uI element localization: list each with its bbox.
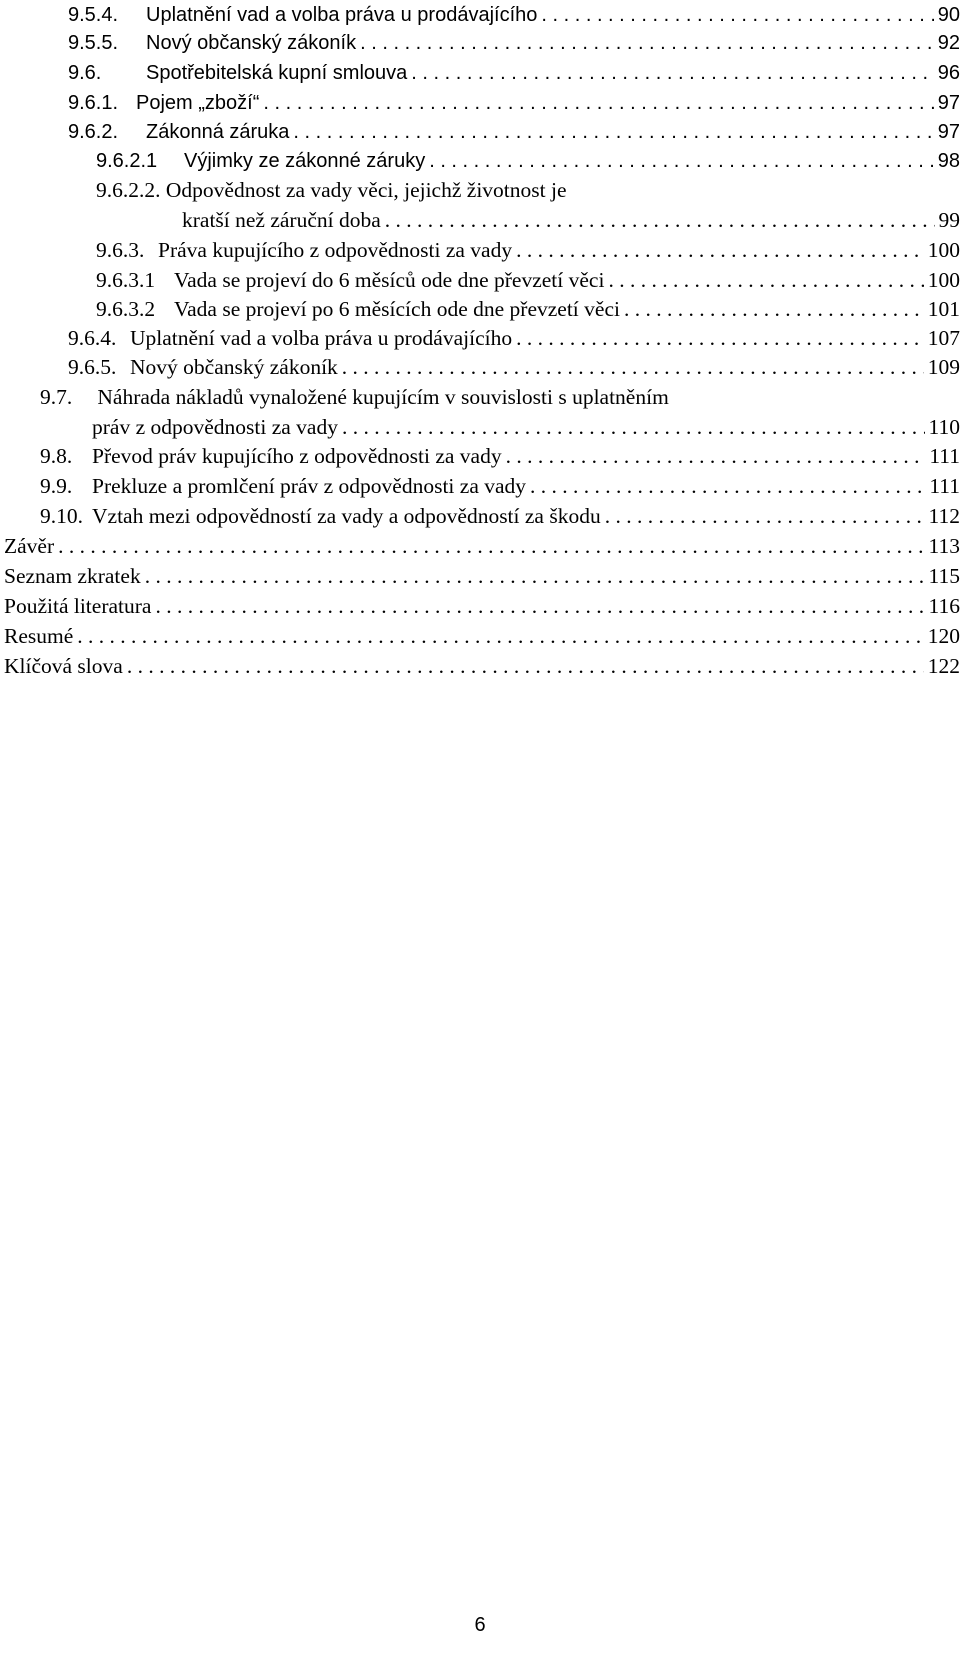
toc-entry	[68, 117, 960, 147]
toc-entry-title-continued: kratší než záruční doba	[182, 208, 381, 232]
toc-entry	[68, 323, 960, 353]
toc-entry-number: 9.6.4.	[68, 326, 117, 350]
toc-entry-first-line	[40, 382, 669, 412]
toc-entry	[4, 621, 960, 651]
toc-leader	[263, 88, 933, 118]
toc-entry-number: 9.6.3.	[96, 238, 145, 262]
toc-leader	[541, 0, 933, 30]
toc-entry-page: 107	[927, 326, 960, 350]
toc-entry-page: 111	[929, 474, 960, 498]
toc-entry-page: 116	[928, 594, 960, 618]
toc-entry-number: 9.6.2.1	[96, 150, 158, 172]
toc-entry-title: Odpovědnost za vady věci, jejichž životnost je	[165, 178, 567, 202]
toc-entry	[182, 205, 960, 235]
toc-entry	[68, 0, 960, 30]
toc-entry	[4, 591, 960, 621]
toc-entry-title: Seznam zkratek	[4, 564, 141, 588]
toc-leader	[624, 294, 924, 324]
toc-entry	[96, 146, 960, 176]
toc-entry-title: Zákonná záruka	[146, 121, 290, 143]
page-number: 6	[474, 1614, 486, 1636]
toc-entry-page: 92	[937, 32, 960, 54]
toc-entry-title: Výjimky ze zákonné záruky	[184, 150, 426, 172]
toc-entry-title: Spotřebitelská kupní smlouva	[146, 62, 408, 84]
toc-entry	[92, 412, 960, 442]
toc-entry-title: Použitá literatura	[4, 594, 152, 618]
toc-entry	[4, 531, 960, 561]
toc-entry	[96, 265, 960, 295]
toc-entry-page: 90	[937, 4, 960, 26]
toc-entry-number: 9.6.2.	[68, 121, 119, 143]
toc-entry-number: 9.6.3.1	[96, 268, 156, 292]
toc-entry	[68, 88, 960, 118]
toc-entry-page: 109	[927, 355, 960, 379]
toc-leader	[145, 561, 925, 591]
toc-entry-page: 113	[928, 534, 960, 558]
toc-entry	[40, 501, 960, 531]
toc-entry-page: 98	[937, 150, 960, 172]
toc-entry-title: Vztah mezi odpovědností za vady a odpovědností za škodu	[92, 504, 601, 528]
toc-leader	[127, 651, 924, 681]
toc-entry-page: 100	[927, 238, 960, 262]
toc-entry-number: 9.9.	[40, 474, 73, 498]
toc-entry-page: 96	[937, 62, 960, 84]
toc-entry-title: Nový občanský zákoník	[130, 355, 338, 379]
toc-entry	[4, 651, 960, 681]
toc-entry-title: Převod práv kupujícího z odpovědnosti za vady	[92, 444, 502, 468]
toc-entry-page: 110	[928, 415, 960, 439]
toc-entry	[68, 58, 960, 88]
toc-leader	[530, 471, 925, 501]
toc-entry-number: 9.8.	[40, 444, 73, 468]
toc-entry-page: 115	[928, 564, 960, 588]
toc-entry-page: 97	[937, 121, 960, 143]
toc-leader	[293, 117, 933, 147]
toc-entry-page: 122	[927, 654, 960, 678]
toc-entry-page: 112	[928, 504, 960, 528]
toc-entry	[96, 294, 960, 324]
toc-leader	[155, 591, 924, 621]
toc-entry-number: 9.7.	[40, 385, 73, 409]
toc-entry-first-line	[96, 175, 567, 205]
toc-entry-title: Prekluze a promlčení práv z odpovědnosti za vady	[92, 474, 527, 498]
toc-entry-number: 9.6.	[68, 62, 102, 84]
toc-leader	[516, 235, 924, 265]
toc-leader	[58, 531, 924, 561]
toc-entry-number: 9.10.	[40, 504, 83, 528]
toc-entry-title: Závěr	[4, 534, 55, 558]
toc-leader	[342, 352, 924, 382]
toc-leader	[385, 205, 935, 235]
toc-entry-title: Uplatnění vad a volba práva u prodávajícího	[130, 326, 513, 350]
toc-entry-title: Nový občanský zákoník	[146, 32, 357, 54]
toc-entry	[40, 441, 960, 471]
toc-entry-title: Pojem „zboží“	[136, 92, 260, 114]
toc-entry-page: 99	[938, 208, 960, 232]
toc-entry-number: 9.6.2.2.	[96, 178, 161, 202]
toc-entry-page: 111	[929, 444, 960, 468]
toc-entry	[96, 235, 960, 265]
toc-leader	[77, 621, 923, 651]
toc-entry-title: Resumé	[4, 624, 74, 648]
toc-entry-page: 120	[927, 624, 960, 648]
toc-leader	[429, 146, 934, 176]
toc-entry-title-continued: práv z odpovědnosti za vady	[92, 415, 338, 439]
toc-entry-number: 9.6.1.	[68, 92, 119, 114]
toc-leader	[605, 501, 925, 531]
toc-leader	[360, 28, 934, 58]
toc-entry-number: 9.6.5.	[68, 355, 117, 379]
toc-entry	[68, 28, 960, 58]
toc-entry-page: 97	[937, 92, 960, 114]
toc-entry-title: Uplatnění vad a volba práva u prodávajícího	[146, 4, 538, 26]
toc-entry-number: 9.5.5.	[68, 32, 119, 54]
toc-entry	[40, 471, 960, 501]
toc-entry-page: 100	[927, 268, 960, 292]
toc-leader	[608, 265, 923, 295]
toc-entry-number: 9.5.4.	[68, 4, 119, 26]
toc-leader	[411, 58, 934, 88]
toc-entry-title: Klíčová slova	[4, 654, 123, 678]
toc-leader	[516, 323, 924, 353]
toc-entry-title: Vada se projeví po 6 měsících ode dne převzetí věci	[174, 297, 620, 321]
table-of-contents	[0, 0, 960, 780]
toc-entry-title: Vada se projeví do 6 měsíců ode dne převzetí věci	[174, 268, 605, 292]
toc-entry-page: 101	[927, 297, 960, 321]
toc-leader	[342, 412, 925, 442]
toc-entry	[68, 352, 960, 382]
toc-entry-title: Náhrada nákladů vynaložené kupujícím v souvislosti s uplatněním	[97, 385, 669, 409]
toc-entry-number: 9.6.3.2	[96, 297, 156, 321]
toc-entry	[4, 561, 960, 591]
toc-leader	[506, 441, 926, 471]
toc-entry-title: Práva kupujícího z odpovědnosti za vady	[158, 238, 513, 262]
